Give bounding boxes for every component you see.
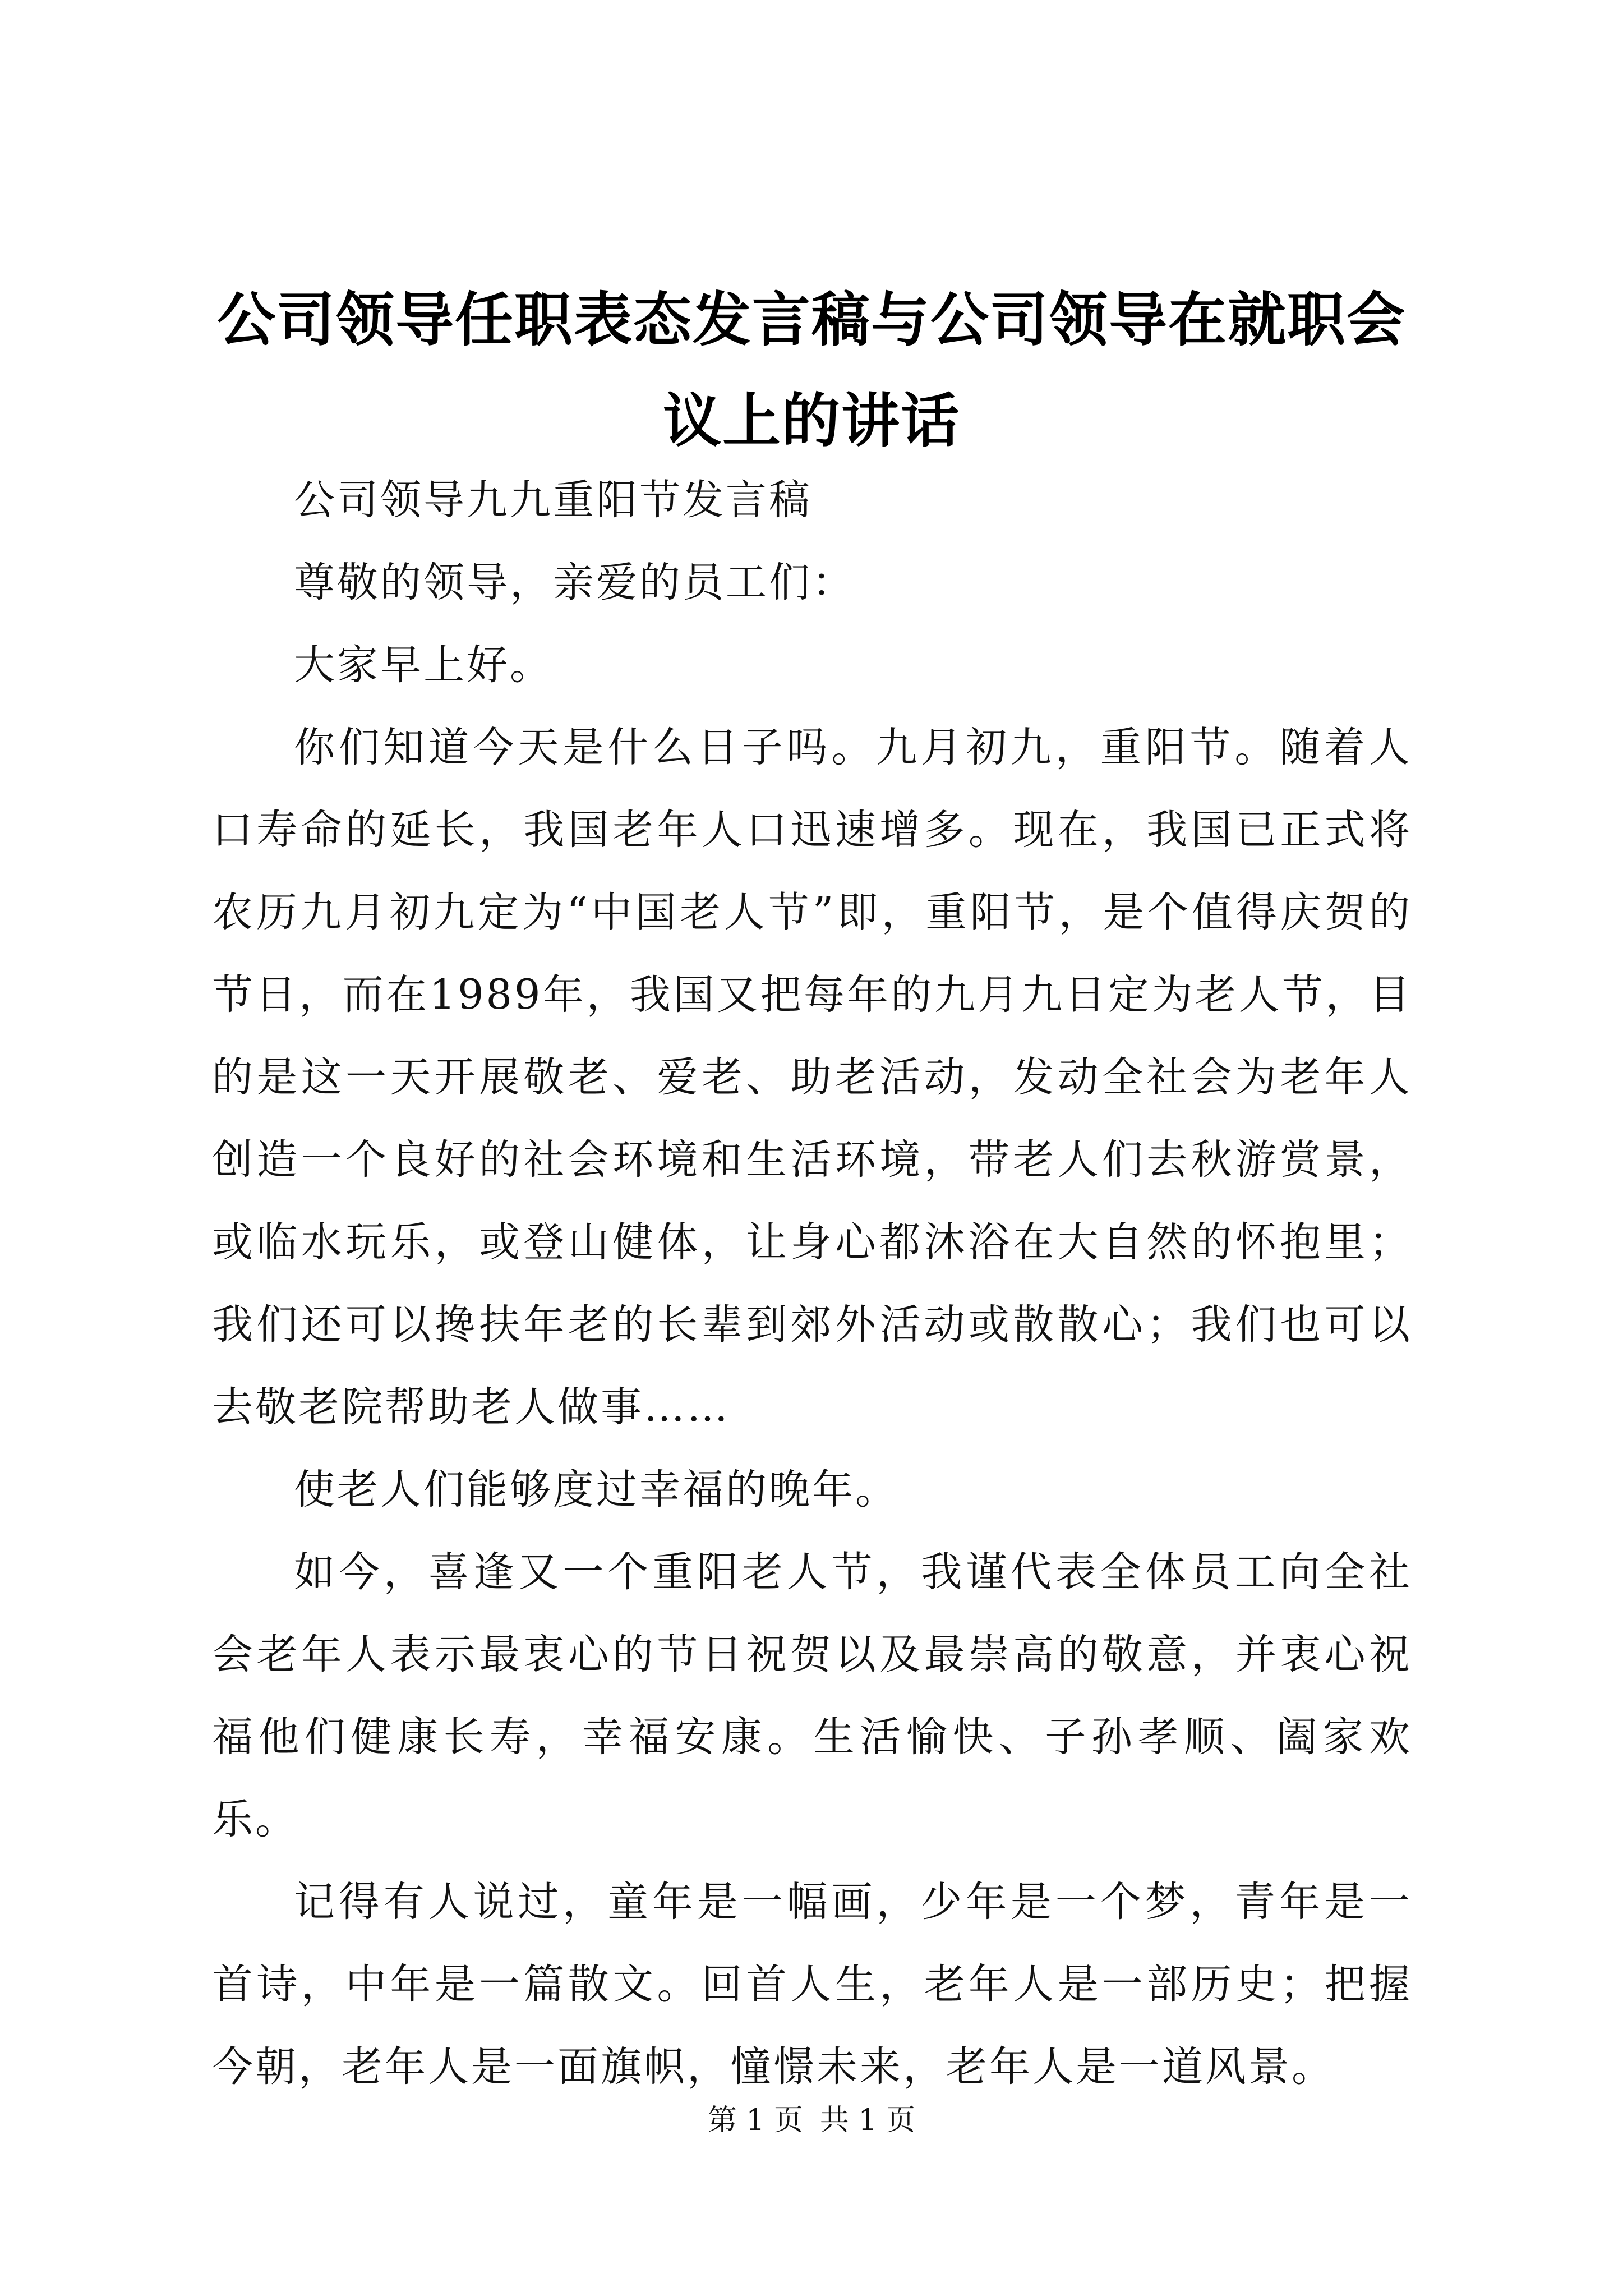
document-body [212,459,1412,2108]
paragraph-body: 如今，喜逢又一个重阳老人节，我谨代表全体员工向全社会老年人表示最衷心的节日祝贺以及最崇高的敬意，并衷心祝福他们健康长寿，幸福安康。生活愉快、子孙孝顺、阖家欢乐。 [212,1548,1412,1843]
page-number: 第 1 页 [707,2104,803,2137]
page-footer [0,2101,1623,2140]
paragraph-greeting: 大家早上好。 [294,641,553,689]
page-total: 共 1 页 [820,2104,916,2137]
document-title: 公司领导任职表态发言稿与公司领导在就职会议上的讲话 [216,285,1406,455]
paragraph-salutation: 尊敬的领导，亲爱的员工们： [294,559,855,606]
paragraph-body: 你们知道今天是什么日子吗。九月初九，重阳节。随着人口寿命的延长，我国老年人口迅速增多。现在，我国已正式将农历九月初九定为“中国老人节”即，重阳节，是个值得庆贺的节日，而在1989年，我国又把每年的九月九日定为老人节，目的是这一天开展敬老、爱老、助老活动，发动全社会为老年人创造一个良好的社会环境和生活环境，带老人们去秋游赏景，或临水玩乐，或登山健体，让身心都沐浴在大自然的怀抱里；我们还可以搀扶年老的长辈到郊外活动或散散心；我们也可以去敬老院帮助老人做事…… [212,724,1412,1431]
paragraph-body: 记得有人说过，童年是一幅画，少年是一个梦，青年是一首诗，中年是一篇散文。回首人生，老年人是一部历史；把握今朝，老年人是一面旗帜，憧憬未来，老年人是一道风景。 [212,1878,1412,2091]
paragraph-heading: 公司领导九九重阳节发言稿 [294,476,812,524]
paragraph-body: 使老人们能够度过幸福的晚年。 [294,1466,898,1513]
